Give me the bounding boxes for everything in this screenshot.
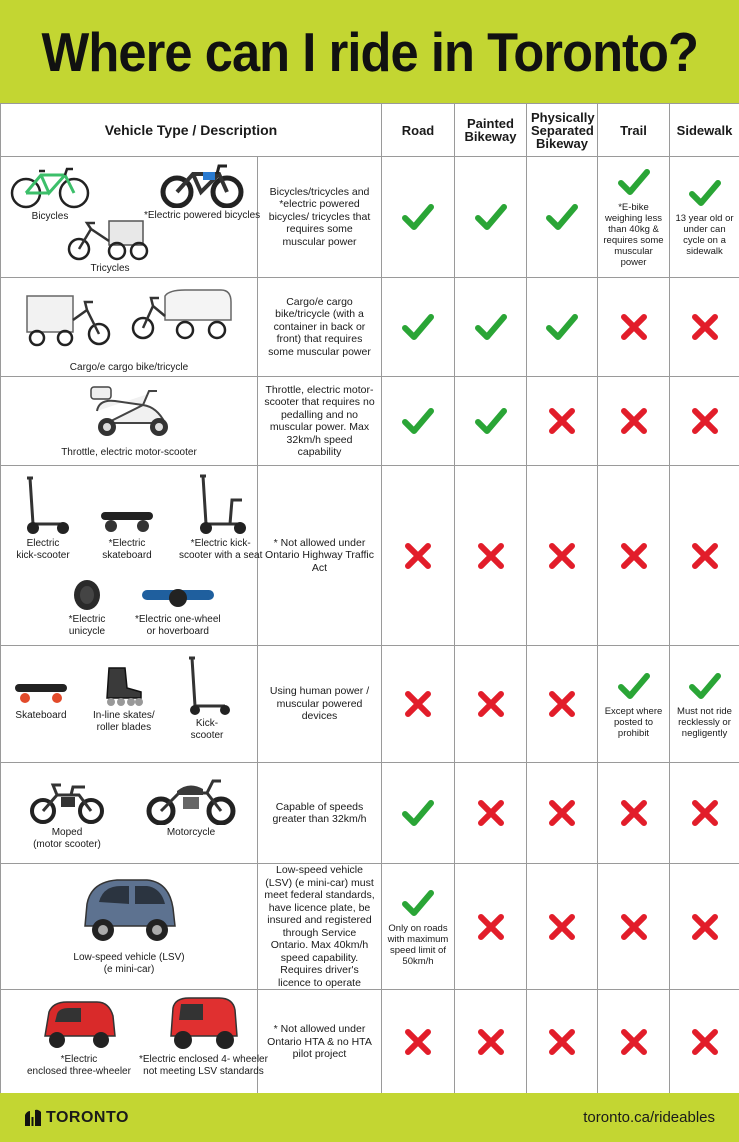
- vehicle-label: *Electric kick- scooter with a seat: [179, 538, 263, 561]
- painted-bikeway-cell: [455, 763, 527, 864]
- enclosed-three-wheeler-icon: [37, 996, 121, 1052]
- cross-icon: [690, 798, 720, 828]
- cargo-bike-icon: [21, 290, 111, 348]
- road-cell: [382, 466, 455, 646]
- enclosed-four-wheeler-icon: [163, 994, 243, 1052]
- separated-bikeway-cell: [527, 466, 598, 646]
- vehicle-skateboard: [11, 676, 71, 722]
- separated-bikeway-cell: [527, 864, 598, 990]
- check-icon: [618, 166, 650, 198]
- electric-bicycle-icon: [159, 162, 245, 208]
- vehicle-label: Skateboard: [15, 710, 67, 721]
- sidewalk-cell: [670, 278, 739, 377]
- separated-bikeway-cell: [527, 990, 598, 1095]
- cross-icon: [403, 541, 433, 571]
- painted-bikeway-cell: [455, 377, 527, 466]
- vehicle-label: *Electric one-wheel or hoverboard: [135, 614, 221, 637]
- check-icon: [475, 405, 507, 437]
- road-cell: [382, 278, 455, 377]
- city-hall-icon: [24, 1109, 42, 1127]
- trail-note: *E-bike weighing less than 40kg & requires some muscular power: [603, 202, 664, 268]
- cross-icon: [476, 689, 506, 719]
- check-icon: [402, 797, 434, 829]
- title-banner: [0, 0, 739, 103]
- separated-bikeway-cell: [527, 646, 598, 763]
- cross-icon: [547, 798, 577, 828]
- row-images: [1, 990, 268, 1095]
- header-sidewalk: Sidewalk: [670, 104, 739, 157]
- row-description: Using human power / muscular powered devices: [258, 646, 382, 763]
- rules-table: [0, 103, 739, 1095]
- vehicle-electric-unicycle: [67, 578, 107, 638]
- separated-bikeway-cell: [527, 278, 598, 377]
- vehicle-inline-skates: [93, 664, 155, 734]
- header-vehicle-type: Vehicle Type / Description: [1, 104, 382, 157]
- check-icon: [689, 670, 721, 702]
- skateboard-icon: [11, 676, 71, 708]
- vehicle-label: Tricycles: [90, 263, 130, 274]
- check-icon: [475, 311, 507, 343]
- check-icon: [402, 887, 434, 919]
- row-images: [1, 466, 263, 646]
- row-images: [1, 157, 261, 278]
- check-icon: [402, 201, 434, 233]
- trail-note: Except where posted to prohibit: [604, 705, 663, 739]
- cross-icon: [476, 798, 506, 828]
- sidewalk-cell: [670, 377, 739, 466]
- row-description: Capable of speeds greater than 32km/h: [258, 763, 382, 864]
- trail-cell: [598, 466, 670, 646]
- cross-icon: [403, 1027, 433, 1057]
- painted-bikeway-cell: [455, 990, 527, 1095]
- vehicle-label: Motorcycle: [166, 827, 216, 838]
- kick-scooter-icon: [179, 652, 235, 716]
- vehicle-moped: [27, 775, 107, 851]
- painted-bikeway-cell: [455, 864, 527, 990]
- row-description: Bicycles/tricycles and *electric powered bicycles/ tricycles that requires some muscular power: [258, 157, 382, 278]
- cross-icon: [547, 689, 577, 719]
- vehicle-enclosed-four-wheeler: [139, 994, 268, 1078]
- vehicle-electric-kick-scooter: [13, 472, 73, 562]
- row-electric-micromobility: [1, 466, 739, 646]
- vehicle-motorcycle: [143, 773, 239, 839]
- row-description: Low-speed vehicle (LSV) (e mini-car) must meet federal standards, have licence plate, be insured and registered through Service Ontario. Max 40km/h speed capability. Requires driver's licence to operate: [258, 864, 382, 990]
- separated-bikeway-cell: [527, 763, 598, 864]
- vehicle-label: *Electric enclosed three-wheeler: [27, 1054, 131, 1077]
- logo-text: TORONTO: [46, 1108, 129, 1126]
- vehicle-enclosed-three-wheeler: [27, 996, 131, 1078]
- vehicle-label: Moped (motor scooter): [33, 827, 101, 850]
- vehicle-electric-kick-scooter-seat: [179, 470, 262, 562]
- painted-bikeway-cell: [455, 466, 527, 646]
- check-icon: [475, 201, 507, 233]
- sidewalk-cell: [670, 157, 739, 278]
- vehicle-ebike: [144, 162, 260, 222]
- sidewalk-cell: [670, 864, 739, 990]
- header-road: Road: [382, 104, 455, 157]
- hoverboard-icon: [138, 582, 218, 612]
- road-note: Only on roads with maximum speed limit of 50km/h: [387, 922, 449, 967]
- separated-bikeway-cell: [527, 157, 598, 278]
- footer-bar: [0, 1093, 739, 1142]
- row-low-speed-vehicle: [1, 864, 739, 990]
- cross-icon: [690, 1027, 720, 1057]
- header-trail: Trail: [598, 104, 670, 157]
- electric-unicycle-icon: [67, 578, 107, 612]
- vehicle-label: Bicycles: [31, 211, 69, 222]
- check-icon: [618, 670, 650, 702]
- sidewalk-cell: [670, 646, 739, 763]
- vehicle-electric-skateboard: [97, 504, 157, 562]
- row-images: [1, 377, 258, 466]
- row-description: * Not allowed under Ontario Highway Traffic Act: [258, 466, 382, 646]
- row-human-powered: [1, 646, 739, 763]
- road-cell: [382, 763, 455, 864]
- row-images: [1, 864, 258, 990]
- motor-scooter-icon: [87, 383, 175, 439]
- separated-bikeway-cell: [527, 377, 598, 466]
- sidewalk-note: Must not ride recklessly or negligently: [677, 705, 732, 739]
- road-cell: [382, 157, 455, 278]
- vehicle-tricycle: [65, 215, 155, 275]
- bicycle-icon: [9, 165, 91, 209]
- road-cell: [382, 864, 455, 990]
- vehicle-electric-onewheel: [135, 582, 221, 638]
- cross-icon: [690, 912, 720, 942]
- electric-kick-scooter-icon: [13, 472, 73, 536]
- sidewalk-note: 13 year old or under can cycle on a sidewalk: [675, 213, 734, 257]
- check-icon: [546, 311, 578, 343]
- cross-icon: [690, 406, 720, 436]
- painted-bikeway-cell: [455, 278, 527, 377]
- cargo-tricycle-icon: [125, 286, 235, 340]
- check-icon: [402, 311, 434, 343]
- trail-cell: [598, 763, 670, 864]
- check-icon: [402, 405, 434, 437]
- check-icon: [546, 201, 578, 233]
- row-bicycles: [1, 157, 739, 278]
- vehicle-label: *Electric unicycle: [68, 614, 106, 637]
- row-description: Throttle, electric motor-scooter that requires no pedalling and no muscular power. Max 32km/h speed capability: [258, 377, 382, 466]
- road-cell: [382, 377, 455, 466]
- vehicle-label: Low-speed vehicle (LSV) (e mini-car): [73, 952, 185, 975]
- cross-icon: [547, 912, 577, 942]
- row-description: Cargo/e cargo bike/tricycle (with a container in back or front) that requires some muscular power: [258, 278, 382, 377]
- cross-icon: [547, 406, 577, 436]
- tricycle-icon: [65, 215, 155, 261]
- row-images: [1, 646, 258, 763]
- trail-cell: [598, 864, 670, 990]
- painted-bikeway-cell: [455, 157, 527, 278]
- motorcycle-icon: [143, 773, 239, 825]
- cross-icon: [619, 541, 649, 571]
- electric-scooter-seat-icon: [190, 470, 252, 536]
- cross-icon: [619, 798, 649, 828]
- cross-icon: [619, 312, 649, 342]
- vehicle-label: *Electric enclosed 4- wheeler not meeting LSV standards: [139, 1054, 268, 1077]
- cross-icon: [690, 541, 720, 571]
- sidewalk-cell: [670, 466, 739, 646]
- row-description: * Not allowed under Ontario HTA & no HTA pilot project: [258, 990, 382, 1095]
- vehicle-label: *Electric skateboard: [102, 538, 152, 561]
- vehicle-label: *Electric powered bicycles: [144, 210, 261, 221]
- header-painted-bikeway: Painted Bikeway: [455, 104, 527, 157]
- header-separated-bikeway: Physically Separated Bikeway: [527, 104, 598, 157]
- vehicle-label: Kick- scooter: [190, 718, 224, 741]
- trail-cell: [598, 278, 670, 377]
- footer-url[interactable]: toronto.ca/rideables: [583, 1109, 715, 1126]
- row-motor-scooter: [1, 377, 739, 466]
- trail-cell: [598, 377, 670, 466]
- trail-cell: [598, 646, 670, 763]
- header-row: [1, 104, 739, 157]
- cross-icon: [403, 689, 433, 719]
- trail-cell: [598, 157, 670, 278]
- row-images: [1, 278, 258, 377]
- trail-cell: [598, 990, 670, 1095]
- sidewalk-cell: [670, 763, 739, 864]
- row-cargo-bike: [1, 278, 739, 377]
- road-cell: [382, 646, 455, 763]
- row-images: [1, 763, 258, 864]
- vehicle-label: In-line skates/ roller blades: [93, 710, 155, 733]
- toronto-logo: [24, 1109, 129, 1127]
- vehicle-label: Cargo/e cargo bike/tricycle: [69, 362, 189, 373]
- sidewalk-cell: [670, 990, 739, 1095]
- road-cell: [382, 990, 455, 1095]
- inline-skate-icon: [99, 664, 149, 708]
- page-title: Where can I ride in Toronto?: [41, 20, 698, 83]
- electric-skateboard-icon: [97, 504, 157, 536]
- cross-icon: [476, 912, 506, 942]
- cross-icon: [476, 541, 506, 571]
- row-enclosed-electric: [1, 990, 739, 1095]
- cross-icon: [619, 912, 649, 942]
- mini-car-icon: [77, 874, 181, 946]
- moped-icon: [27, 775, 107, 825]
- vehicle-label: Electric kick-scooter: [16, 538, 70, 561]
- cross-icon: [619, 1027, 649, 1057]
- cross-icon: [619, 406, 649, 436]
- vehicle-label: Throttle, electric motor-scooter: [61, 447, 197, 458]
- cross-icon: [547, 541, 577, 571]
- vehicle-kick-scooter: [179, 652, 235, 742]
- cross-icon: [547, 1027, 577, 1057]
- cross-icon: [476, 1027, 506, 1057]
- painted-bikeway-cell: [455, 646, 527, 763]
- check-icon: [689, 177, 721, 209]
- cross-icon: [690, 312, 720, 342]
- row-moped-motorcycle: [1, 763, 739, 864]
